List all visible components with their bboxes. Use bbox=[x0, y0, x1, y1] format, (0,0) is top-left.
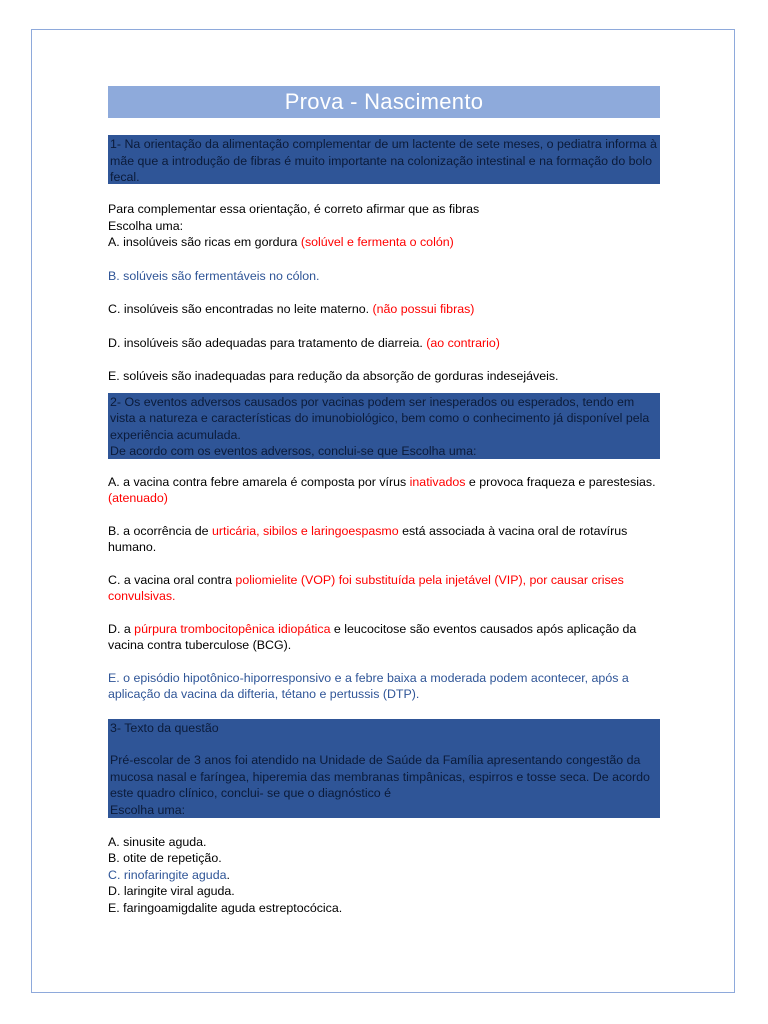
option-1c-text: C. insolúveis são encontradas no leite materno. bbox=[108, 302, 373, 316]
option-2d bbox=[108, 621, 660, 654]
option-1a-text: A. insolúveis são ricas em gordura bbox=[108, 235, 301, 249]
option-3a: A. sinusite aguda. bbox=[108, 834, 207, 849]
option-1c bbox=[108, 301, 660, 318]
option-1e: E. solúveis são inadequadas para redução da absorção de gorduras indesejáveis. bbox=[108, 369, 559, 383]
question-1-text: 1- Na orientação da alimentação complementar de um lactente de sete meses, o pediatra informa à mãe que a introdução de fibras é muito importante na colonização intestinal e na formação do bolo fecal. bbox=[110, 137, 657, 184]
option-2a-text: A. a vacina contra febre amarela é composta por vírus bbox=[108, 474, 410, 489]
question-3-header bbox=[108, 719, 660, 818]
option-1d-text: D. insolúveis são adequadas para tratamento de diarreia. bbox=[108, 335, 427, 350]
option-2c-note: poliomielite (VOP) foi substituída pela injetável (VIP), por causar crises convulsivas. bbox=[108, 572, 624, 603]
option-3d: D. laringite viral aguda. bbox=[108, 884, 235, 898]
question-1-choose: Escolha uma: bbox=[108, 218, 184, 233]
option-2a-note-2: (atenuado) bbox=[108, 491, 168, 505]
page-title: Prova - Nascimento bbox=[108, 86, 660, 118]
option-1a-note: (solúvel e fermenta o colón) bbox=[300, 235, 454, 249]
question-2-text: 2- Os eventos adversos causados por vacinas podem ser inesperados ou esperados, tendo em vista a natureza e características do imunobiológico, bem como o conhecimento já disponível pela experiência acumulada. bbox=[110, 394, 650, 442]
option-1b: B. solúveis são fermentáveis no cólon. bbox=[108, 268, 320, 283]
option-2d-text-2: e leucocitose são eventos causados após aplicação da vacina contra tuberculose (BCG). bbox=[108, 621, 637, 652]
option-2b bbox=[108, 523, 660, 556]
option-1d bbox=[108, 335, 660, 352]
question-1-prompt: Para complementar essa orientação, é correto afirmar que as fibras bbox=[108, 202, 480, 216]
question-1-header bbox=[108, 135, 660, 184]
question-3-text: Pré-escolar de 3 anos foi atendido na Unidade de Saúde da Família apresentando congestão da mucosa nasal e faríngea, hiperemia das membranas timpânicas, espirros e tosse seca. De acordo este quadro clínico, conclui- se que o diagnóstico é bbox=[110, 753, 650, 800]
option-3b: B. otite de repetição. bbox=[108, 851, 222, 865]
option-2a-note: inativados bbox=[409, 474, 466, 489]
option-1d-note: (ao contrario) bbox=[426, 335, 500, 350]
option-1a bbox=[108, 234, 660, 251]
document-body bbox=[108, 86, 660, 916]
question-3-choose: Escolha uma: bbox=[110, 802, 186, 817]
question-3-title: 3- Texto da questão bbox=[110, 720, 219, 735]
option-2d-text: D. a bbox=[108, 621, 135, 636]
option-2d-note: púrpura trombocitopênica idiopática bbox=[134, 621, 331, 636]
option-2b-text: B. a ocorrência de bbox=[108, 523, 213, 538]
option-2c-text: C. a vacina oral contra bbox=[108, 572, 236, 587]
option-3e: E. faringoamigdalite aguda estreptocócica. bbox=[108, 900, 343, 915]
option-3c-dot: . bbox=[226, 867, 230, 882]
question-2-header bbox=[108, 393, 660, 459]
option-2a bbox=[108, 474, 660, 507]
option-2a-text-2: e provoca fraqueza e parestesias. bbox=[465, 474, 656, 489]
option-2e: E. o episódio hipotônico-hiporresponsivo e a febre baixa a moderada podem acontecer, após a aplicação da vacina da difteria, tétano e pertussis (DTP). bbox=[108, 670, 629, 701]
option-2c bbox=[108, 572, 660, 605]
option-3c-text: C. rinofaringite aguda bbox=[108, 867, 227, 882]
question-2-choose: De acordo com os eventos adversos, conclui-se que Escolha uma: bbox=[110, 444, 477, 458]
option-3c bbox=[108, 867, 660, 884]
option-1c-note: (não possui fibras) bbox=[372, 302, 475, 316]
option-2b-text-2: está associada à vacina oral de rotavírus humano. bbox=[108, 523, 628, 554]
option-2b-note: urticária, sibilos e laringoespasmo bbox=[212, 523, 399, 538]
